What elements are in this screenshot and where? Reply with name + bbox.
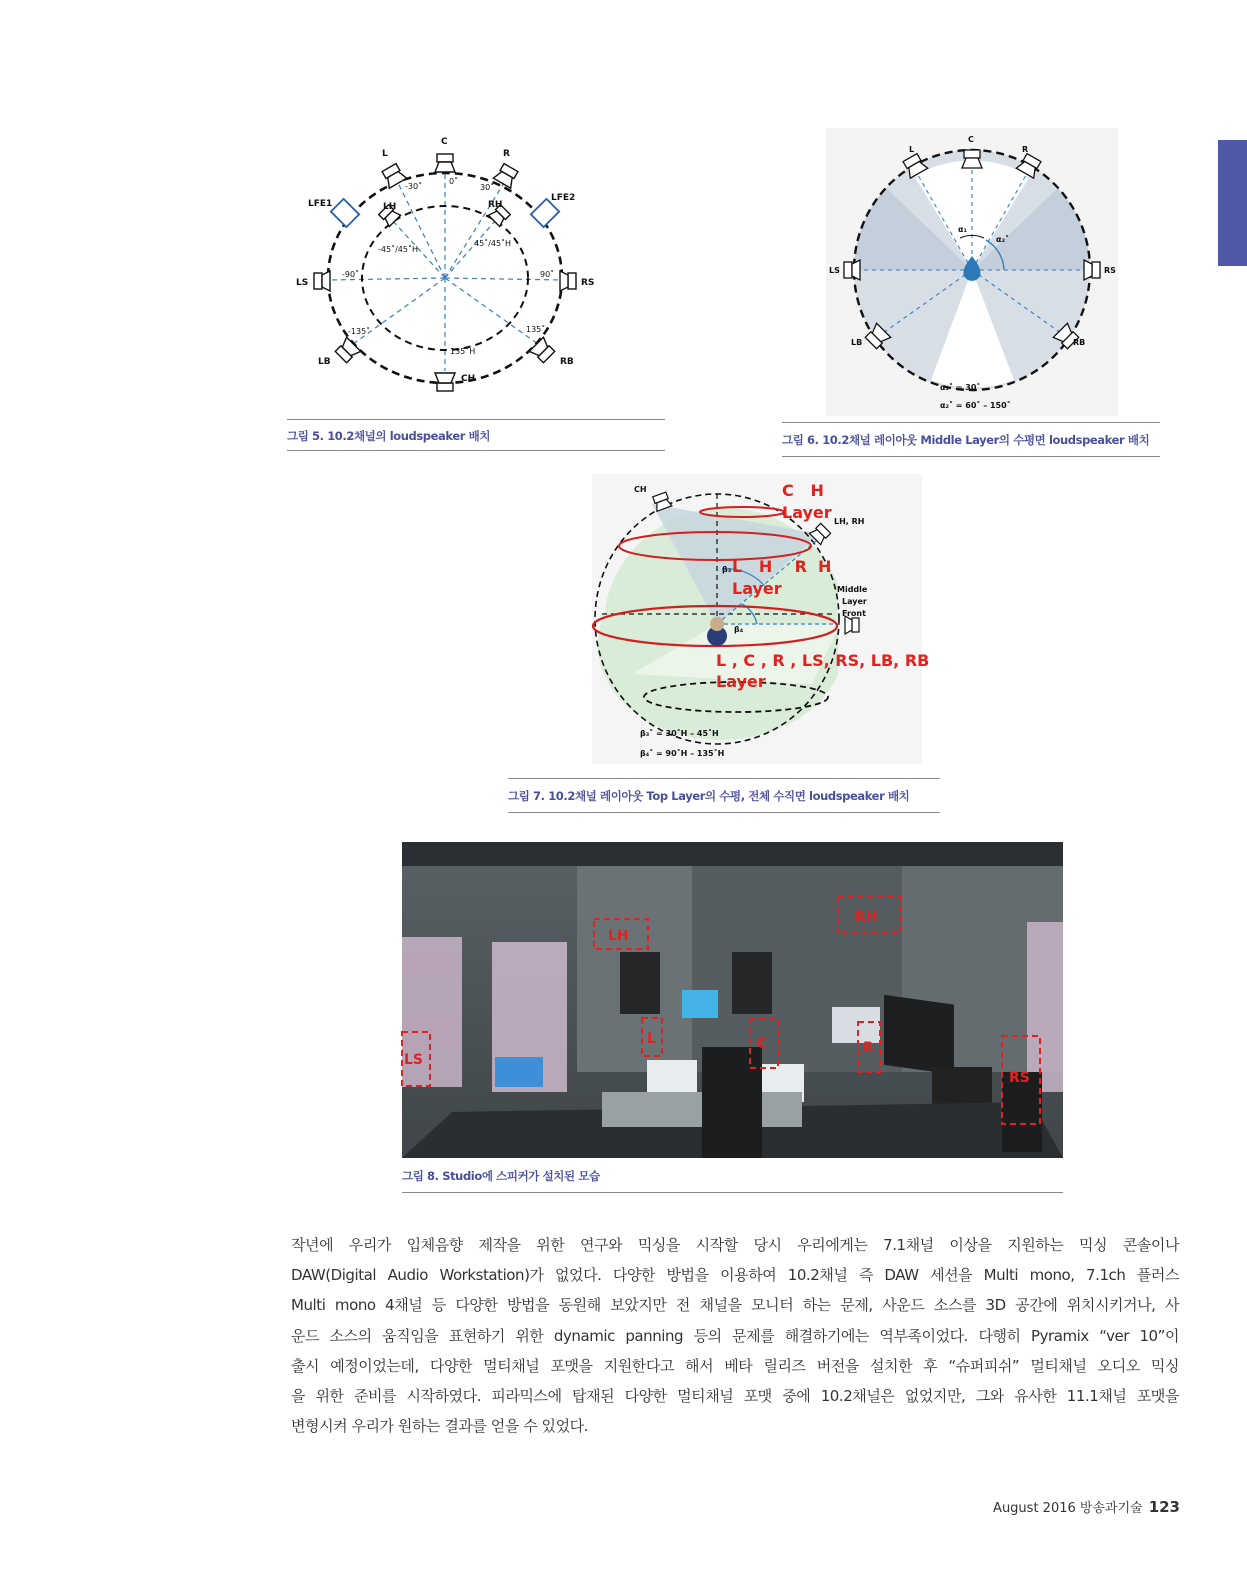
section-tab xyxy=(1218,140,1247,266)
label-lh: LH xyxy=(383,202,397,212)
body-line: Multi mono 4채널 등 다양한 방법을 동원해 보았지만 전 채널을 모니터 하는 문제, 사운드 소스를 3D 공간에 위치시키거나, 사 xyxy=(291,1296,1179,1315)
label-rs: RS xyxy=(581,278,595,288)
label-layer: Layer xyxy=(842,597,867,606)
body-line: DAW(Digital Audio Workstation)가 없었다. 다양한 방법을 이용하여 10.2채널 즉 DAW 세션을 Multi mono, 7.1ch 플러스 xyxy=(291,1266,1179,1285)
middle-layer-label-2: Layer xyxy=(716,672,766,691)
ch-layer-label: C H xyxy=(782,481,824,500)
label-rb: RB xyxy=(1073,338,1086,347)
label-lh: LH xyxy=(608,928,629,944)
label-l: L xyxy=(647,1031,656,1047)
speaker-rs-icon xyxy=(560,271,576,291)
figure-8-caption: 그림 8. Studio에 스피커가 설치된 모습 xyxy=(402,1169,600,1183)
figure-7-diagram xyxy=(592,474,930,764)
middle-layer-label: L , C , R , LS, RS, LB, RB xyxy=(716,651,930,670)
speaker-c-icon xyxy=(962,150,982,168)
label-lb: LB xyxy=(318,357,331,367)
angle-m90: -90˚ xyxy=(342,270,360,279)
lhrh-layer-label-2: Layer xyxy=(732,579,782,598)
formula-beta3: β₃˚ = 30˚H – 45˚H xyxy=(640,729,719,738)
angle-135h: 135˚H xyxy=(450,347,476,356)
label-rs: RS xyxy=(1009,1070,1030,1086)
body-line: 운드 소스의 움직임을 표현하기 위한 dynamic panning 등의 문제를 해결하기에는 역부족이었다. 다행히 Pyramix “ver 10”이 xyxy=(291,1326,1179,1345)
label-ls: LS xyxy=(829,266,840,275)
figure-8-rule-bottom xyxy=(402,1192,1063,1193)
label-rh: RH xyxy=(855,909,878,925)
figure-7-rule xyxy=(508,778,940,779)
lfe2-icon xyxy=(531,199,559,227)
formula-alpha1: α₁˚ = 30˚ xyxy=(940,383,981,392)
figure-5-rule-bottom xyxy=(287,450,665,451)
label-c: C xyxy=(441,137,448,147)
formula-alpha2: α₂˚ = 60˚ – 150˚ xyxy=(940,401,1011,410)
label-ls: LS xyxy=(404,1052,424,1068)
label-r: R xyxy=(863,1040,874,1056)
label-c: C xyxy=(757,1036,768,1052)
beta3-label: β₃ xyxy=(722,565,732,574)
figure-6-rule-bottom xyxy=(782,456,1160,457)
speaker-rs-icon xyxy=(1084,260,1100,280)
angle-30: 30˚ xyxy=(480,183,495,192)
lfe1-icon xyxy=(331,199,359,227)
label-c: C xyxy=(968,135,974,144)
angle-m135: -135˚ xyxy=(348,327,371,336)
alpha2-label: α₂˚ xyxy=(996,235,1009,244)
lhrh-layer-label: L H R H xyxy=(732,557,832,576)
label-lfe1: LFE1 xyxy=(308,199,333,209)
speaker-ls-icon xyxy=(314,271,330,291)
label-ls: LS xyxy=(296,278,309,288)
angle-135: 135˚ xyxy=(526,325,546,334)
figure-7-rule-bottom xyxy=(508,812,940,813)
angle-0: 0˚ xyxy=(449,177,459,186)
speaker-c-icon xyxy=(435,154,455,172)
figure-7-caption: 그림 7. 10.2채널 레이아웃 Top Layer의 수평, 전체 수직면 loudspeaker 배치 xyxy=(508,789,910,803)
label-rh: RH xyxy=(488,200,503,210)
angle-90: 90˚ xyxy=(540,270,555,279)
label-r: R xyxy=(503,149,510,159)
label-rb: RB xyxy=(560,357,574,367)
speaker-middle-front-icon xyxy=(845,616,859,634)
figure-5-caption: 그림 5. 10.2채널의 loudspeaker 배치 xyxy=(287,429,491,443)
figure-8-studio-photo xyxy=(402,842,1063,1158)
label-middle: Middle xyxy=(837,585,868,594)
figure-5-rule xyxy=(287,419,665,420)
page-footer xyxy=(993,1497,1180,1516)
beta4-label: β₄ xyxy=(734,625,744,634)
label-ch: CH xyxy=(461,374,476,384)
angle-lh: -45˚/45˚H xyxy=(378,245,418,254)
label-rs: RS xyxy=(1104,266,1116,275)
label-ch: CH xyxy=(634,485,647,494)
label-lh-rh: LH, RH xyxy=(834,517,865,526)
angle-rh: 45˚/45˚H xyxy=(474,239,512,248)
issue-label: August 2016 방송과기술 xyxy=(993,1501,1143,1516)
ch-layer-label-2: Layer xyxy=(782,503,832,522)
body-line: 작년에 우리가 입체음향 제작을 위한 연구와 믹싱을 시작할 당시 우리에게는 7.1채널 이상을 지원하는 믹싱 콘솔이나 xyxy=(291,1236,1179,1254)
label-lfe2: LFE2 xyxy=(551,193,576,203)
figure-6-rule xyxy=(782,422,1160,423)
alpha1-label: α₁ xyxy=(958,225,967,234)
label-l: L xyxy=(382,149,388,159)
speaker-ls-icon xyxy=(844,260,860,280)
label-front: Front xyxy=(842,609,866,618)
label-l: L xyxy=(909,145,915,154)
body-line: 출시 예정이었는데, 다양한 멀티채널 포맷을 지원한다고 해서 베타 릴리즈 버전을 설치한 후 “슈퍼피쉬” 멀티채널 오디오 믹싱 xyxy=(291,1356,1179,1375)
page-number: 123 xyxy=(1148,1498,1180,1516)
body-line: 을 위한 준비를 시작하였다. 피라믹스에 탑재된 다양한 멀티채널 포맷 중에 10.2채널은 없었지만, 그와 유사한 11.1채널 포맷을 xyxy=(291,1387,1179,1406)
label-lb: LB xyxy=(851,338,863,347)
angle-m30: -30˚ xyxy=(405,182,423,191)
body-paragraph xyxy=(291,1230,1179,1441)
formula-beta4: β₄˚ = 90˚H – 135˚H xyxy=(640,749,725,758)
body-line: 변형시켜 우리가 원하는 결과를 얻을 수 있었다. xyxy=(291,1417,588,1436)
figure-6-caption: 그림 6. 10.2채널 레이아웃 Middle Layer의 수평면 loudspeaker 배치 xyxy=(782,433,1150,447)
figure-5-diagram xyxy=(296,128,600,398)
speaker-ch-icon xyxy=(435,373,455,391)
figure-6-diagram xyxy=(826,128,1118,416)
speaker-l-icon xyxy=(380,163,406,189)
label-r: R xyxy=(1022,145,1029,154)
